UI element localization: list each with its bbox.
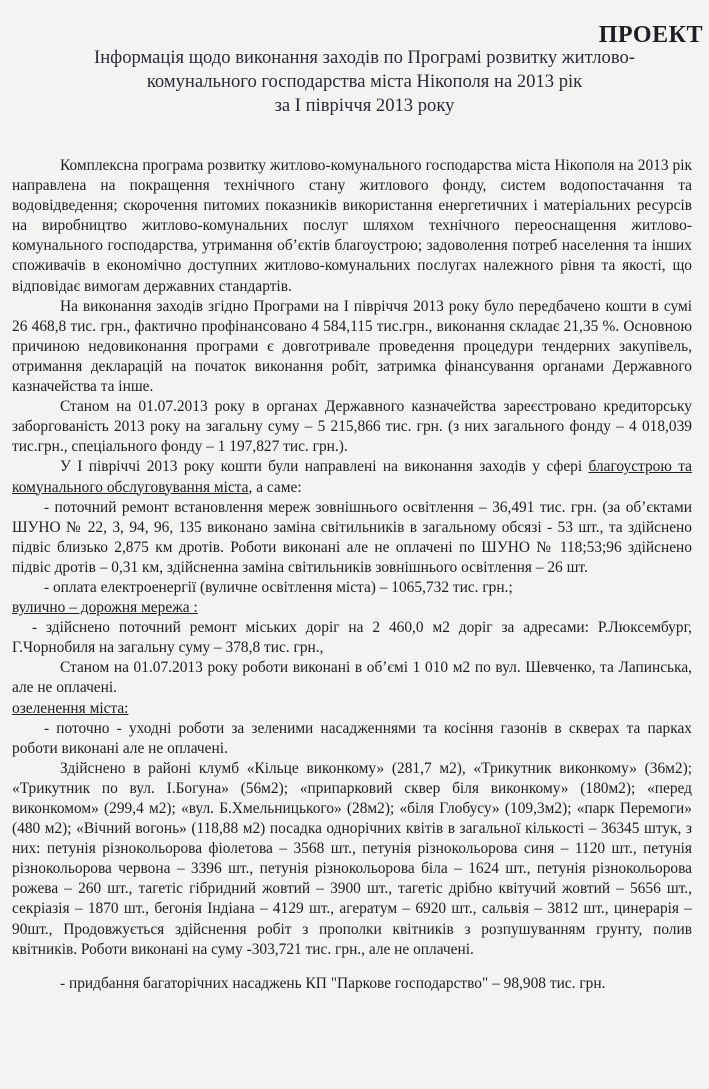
document-body bbox=[12, 156, 692, 994]
paragraph-green-maintenance: - поточно - уходні роботи за зеленими насадженнями та косіння газонів в скверах та парках роботи виконані але не оплачені. bbox=[12, 719, 692, 757]
paragraph-financing: На виконання заходів згідно Програми на І півріччя 2013 року було передбачено кошти в сумі 26 468,8 тис. грн., фактично профінансовано 4 584,115 тис.грн., виконання складає 21,35 %. Основною причиною недовиконання програми є довготривале проведення процедури тендерних закупівель, отримання декларацій на початок виконання робіт, затримка фінансування органами Державного казначейства та інше. bbox=[12, 297, 692, 396]
document-title bbox=[40, 46, 689, 118]
paragraph-program-overview: Комплексна програма розвитку житлово-комунального господарства міста Нікополя на 2013 рік направлена на покращення технічного стану житлового фонду, систем водопостачання та водовідведення; скорочення питомих показників використання енергетичних і матеріальних ресурсів на виробництво житлово-комунальних послуг шляхом технічного переоснащення житлово-комунального господарства, утримання об’єктів благоустрою; задоволення потреб населення та інших споживачів в економічно доступних житлово-комунальних послугах належного рівня та якості, що відповідає вимогам державних стандартів. bbox=[12, 157, 692, 295]
paragraph-perennials: - придбання багаторічних насаджень КП "Паркове господарство" – 98,908 тис. грн. bbox=[60, 974, 606, 992]
title-line-1: Інформація щодо виконання заходів по Програмі розвитку житлово- bbox=[94, 47, 635, 68]
paragraph-lighting-repair: - поточний ремонт встановлення мереж зовнішнього освітлення – 36,491 тис. грн. (за об’єктами ШУНО № 22, 3, 94, 96, 135 виконано заміна світильників в загальному обсязі - 53 шт., та здійснено підвіс близько 2,875 км дротів. Роботи виконані але не оплачені по ШУНО № 118;53;96 здійснено підвіс дротів – 0,31 км, здійсненна заміна світильників зовнішнього освітлення – 26 шт. bbox=[12, 498, 692, 576]
paragraph-electricity: - оплата електроенергії (вуличне освітлення міста) – 1065,732 тис. грн.; bbox=[44, 578, 513, 596]
title-line-2: комунального господарства міста Нікополя на 2013 рік bbox=[146, 71, 583, 92]
heading-greening: озеленення міста: bbox=[12, 699, 129, 717]
paragraph-directions bbox=[12, 457, 692, 497]
title-line-3: за І півріччя 2013 року bbox=[274, 95, 455, 116]
heading-road-network: вулично – дорожня мережа : bbox=[12, 599, 198, 617]
paragraph-debt: Станом на 01.07.2013 року в органах Державного казначейства зареєстровано кредиторську заборгованість 2013 року на загальну суму – 5 215,866 тис. грн. (з них загального фонду – 4 018,039 тис.грн., спеціального фонду – 1 197,827 тис. грн.). bbox=[12, 398, 692, 456]
directions-underlined: благоустрою та комунального обслуговування міста bbox=[12, 458, 692, 496]
directions-tail: , а саме: bbox=[248, 478, 302, 496]
paragraph-road-status: Станом на 01.07.2013 року роботи виконані в об’ємі 1 010 м2 по вул. Шевченко, та Лапинська, але не оплачені. bbox=[12, 659, 692, 697]
directions-intro: У І півріччі 2013 року кошти були направлені на виконання заходів у сфері bbox=[60, 458, 583, 476]
paragraph-road-repair: - здійснено поточний ремонт міських доріг на 2 460,0 м2 доріг за адресами: Р.Люксембург, Г.Чорнобиля на загальну суму – 378,8 тис. грн., bbox=[12, 619, 692, 657]
paragraph-flower-planting: Здійснено в районі клумб «Кільце виконкому» (281,7 м2), «Трикутник виконкому» (36м2); «Трикутник по вул. І.Богуна» (56м2); «припарковий сквер біля виконкому» (180м2); «перед виконкомом» (299,4 м2); «вул. Б.Хмельницького» (28м2); «біля Глобусу» (109,3м2); «парк Перемоги» (480 м2); «Вічний вогонь» (118,88 м2) посадка однорічних квітів в загальної кількості – 36345 штук, з них: петунія різнокольорова фіолетова – 3568 шт., петунія різнокольорова синя – 1120 шт., петунія різнокольорова червона – 3396 шт., петунія різнокольорова біла – 1624 шт., петунія різнокольорова рожева – 260 шт., тагетіс гібридний жовтий – 3900 шт., тагетіс дрібно квітучий жовтий – 5656 шт., секріазія – 1870 шт., бегонія Індіана – 4129 шт., агератум – 6920 шт., сальвія – 3812 шт., цинерарія – 90шт., Продовжується здійснення робіт з прополки квітників з розпушуванням грунту, полив квітників. Роботи виконані на суму -303,721 тис. грн., але не оплачені. bbox=[12, 759, 692, 958]
draft-stamp: ПРОЕКТ bbox=[598, 22, 703, 48]
spacer bbox=[12, 960, 692, 974]
